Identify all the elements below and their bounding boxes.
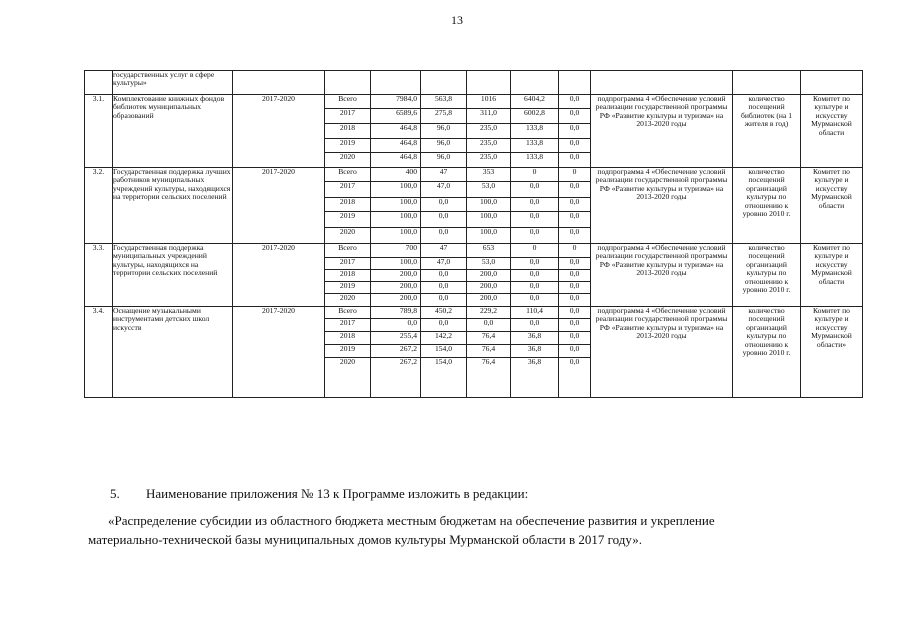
table-row — [85, 95, 863, 109]
row-number: 3.3. — [85, 244, 113, 307]
row-program: подпрограмма 4 «Обеспечение условий реализации государственной программы РФ «Развитие культуры и туризма» на 2013-2020 годы — [591, 307, 733, 398]
value-local: 0 — [511, 168, 559, 182]
row-executor: Комитет по культуре и искусству Мурманской области — [801, 244, 863, 307]
row-description: Государственная поддержка лучших работников муниципальных учреждений культуры, находящихся на территории сельских поселений — [113, 168, 233, 244]
value-regional: 311,0 — [467, 109, 511, 124]
value-other: 0,0 — [559, 212, 591, 228]
quote-line-1: «Распределение субсидии из областного бюджета местным бюджетам на обеспечение развития и укрепление — [108, 513, 715, 528]
value-other: 0,0 — [559, 345, 591, 358]
table-row-top — [85, 71, 863, 95]
row-description: Комплектование книжных фондов библиотек муниципальных образований — [113, 95, 233, 168]
value-total: 6589,6 — [371, 109, 421, 124]
value-regional: 235,0 — [467, 139, 511, 153]
value-other: 0,0 — [559, 228, 591, 244]
row-number: 3.1. — [85, 95, 113, 168]
value-local: 36,8 — [511, 358, 559, 398]
value-other: 0,0 — [559, 95, 591, 109]
value-federal: 47,0 — [421, 182, 467, 198]
row-number: 3.2. — [85, 168, 113, 244]
value-federal: 563,8 — [421, 95, 467, 109]
value-other: 0,0 — [559, 258, 591, 270]
value-federal: 154,0 — [421, 345, 467, 358]
value-regional: 235,0 — [467, 124, 511, 139]
row-indicator: количество посещений организаций культуры по отношению к уровню 2010 г. — [733, 307, 801, 398]
value-local: 0,0 — [511, 270, 559, 282]
year-cell: 2018 — [325, 198, 371, 212]
value-local: 0,0 — [511, 182, 559, 198]
value-federal: 142,2 — [421, 332, 467, 345]
value-local: 0,0 — [511, 294, 559, 307]
value-other: 0,0 — [559, 182, 591, 198]
value-federal: 0,0 — [421, 198, 467, 212]
value-other: 0,0 — [559, 109, 591, 124]
value-regional: 100,0 — [467, 228, 511, 244]
value-total: 100,0 — [371, 258, 421, 270]
row-program: подпрограмма 4 «Обеспечение условий реализации государственной программы РФ «Развитие культуры и туризма» на 2013-2020 годы — [591, 244, 733, 307]
value-other: 0,0 — [559, 153, 591, 168]
row-period: 2017-2020 — [233, 95, 325, 168]
quote-line-2: материально-технической базы муниципальных домов культуры Мурманской области в 2017 году». — [88, 532, 642, 547]
value-total: 789,8 — [371, 307, 421, 319]
value-other: 0,0 — [559, 282, 591, 294]
program-table — [84, 70, 863, 398]
year-cell: Всего — [325, 168, 371, 182]
value-federal: 96,0 — [421, 124, 467, 139]
value-regional: 200,0 — [467, 294, 511, 307]
value-other: 0,0 — [559, 307, 591, 319]
value-federal: 275,8 — [421, 109, 467, 124]
value-other: 0,0 — [559, 139, 591, 153]
year-cell: Всего — [325, 307, 371, 319]
row-indicator: количество посещений организаций культуры по отношению к уровню 2010 г. — [733, 244, 801, 307]
value-total: 255,4 — [371, 332, 421, 345]
value-regional: 76,4 — [467, 332, 511, 345]
table-row — [85, 168, 863, 182]
row-indicator: количество посещений организаций культуры по отношению к уровню 2010 г. — [733, 168, 801, 244]
value-other: 0 — [559, 244, 591, 258]
value-total: 100,0 — [371, 198, 421, 212]
value-regional: 1016 — [467, 95, 511, 109]
value-regional: 235,0 — [467, 153, 511, 168]
row-period: 2017-2020 — [233, 307, 325, 398]
value-regional: 100,0 — [467, 212, 511, 228]
year-cell: Всего — [325, 244, 371, 258]
value-federal: 0,0 — [421, 228, 467, 244]
value-regional: 53,0 — [467, 182, 511, 198]
value-local: 0 — [511, 244, 559, 258]
value-total: 464,8 — [371, 139, 421, 153]
year-cell: 2020 — [325, 294, 371, 307]
year-cell: 2020 — [325, 358, 371, 398]
value-total: 7984,0 — [371, 95, 421, 109]
year-cell: 2019 — [325, 139, 371, 153]
value-other: 0 — [559, 168, 591, 182]
row-indicator: количество посещений библиотек (на 1 жителя в год) — [733, 95, 801, 168]
value-regional: 653 — [467, 244, 511, 258]
year-cell: 2017 — [325, 319, 371, 332]
value-other: 0,0 — [559, 198, 591, 212]
value-regional: 76,4 — [467, 358, 511, 398]
value-local: 0,0 — [511, 282, 559, 294]
row-executor: Комитет по культуре и искусству Мурманской области — [801, 95, 863, 168]
value-local: 0,0 — [511, 258, 559, 270]
value-federal: 0,0 — [421, 319, 467, 332]
value-local: 133,8 — [511, 139, 559, 153]
value-regional: 200,0 — [467, 270, 511, 282]
value-regional: 53,0 — [467, 258, 511, 270]
paragraph-number: 5. — [110, 486, 120, 501]
value-federal: 0,0 — [421, 270, 467, 282]
value-local: 0,0 — [511, 198, 559, 212]
value-local: 110,4 — [511, 307, 559, 319]
value-local: 133,8 — [511, 124, 559, 139]
value-total: 0,0 — [371, 319, 421, 332]
value-federal: 47,0 — [421, 258, 467, 270]
value-other: 0,0 — [559, 332, 591, 345]
row-executor: Комитет по культуре и искусству Мурманской области — [801, 168, 863, 244]
value-other: 0,0 — [559, 124, 591, 139]
top-row-desc: государственных услуг в сфере культуры» — [113, 71, 233, 95]
value-total: 100,0 — [371, 212, 421, 228]
year-cell: 2017 — [325, 182, 371, 198]
year-cell: 2018 — [325, 332, 371, 345]
value-other: 0,0 — [559, 319, 591, 332]
value-local: 0,0 — [511, 228, 559, 244]
value-total: 464,8 — [371, 124, 421, 139]
value-federal: 47 — [421, 244, 467, 258]
value-total: 267,2 — [371, 358, 421, 398]
value-total: 267,2 — [371, 345, 421, 358]
value-federal: 47 — [421, 168, 467, 182]
year-cell: 2019 — [325, 212, 371, 228]
row-program: подпрограмма 4 «Обеспечение условий реализации государственной программы РФ «Развитие культуры и туризма» на 2013-2020 годы — [591, 168, 733, 244]
value-total: 100,0 — [371, 182, 421, 198]
row-program: подпрограмма 4 «Обеспечение условий реализации государственной программы РФ «Развитие культуры и туризма» на 2013-2020 годы — [591, 95, 733, 168]
value-total: 464,8 — [371, 153, 421, 168]
year-cell: Всего — [325, 95, 371, 109]
value-total: 400 — [371, 168, 421, 182]
row-period: 2017-2020 — [233, 244, 325, 307]
value-other: 0,0 — [559, 270, 591, 282]
value-federal: 96,0 — [421, 139, 467, 153]
year-cell: 2018 — [325, 270, 371, 282]
value-federal: 450,2 — [421, 307, 467, 319]
row-executor: Комитет по культуре и искусству Мурманской области» — [801, 307, 863, 398]
value-total: 200,0 — [371, 270, 421, 282]
value-local: 6404,2 — [511, 95, 559, 109]
value-total: 100,0 — [371, 228, 421, 244]
value-local: 0,0 — [511, 212, 559, 228]
value-total: 700 — [371, 244, 421, 258]
year-cell: 2017 — [325, 258, 371, 270]
value-regional: 353 — [467, 168, 511, 182]
year-cell: 2018 — [325, 124, 371, 139]
value-regional: 76,4 — [467, 345, 511, 358]
value-local: 36,8 — [511, 332, 559, 345]
page-number: 13 — [451, 13, 463, 27]
year-cell: 2019 — [325, 345, 371, 358]
value-total: 200,0 — [371, 282, 421, 294]
value-regional: 0,0 — [467, 319, 511, 332]
year-cell: 2020 — [325, 228, 371, 244]
year-cell: 2019 — [325, 282, 371, 294]
paragraph-5 — [110, 486, 528, 502]
value-regional: 200,0 — [467, 282, 511, 294]
row-number: 3.4. — [85, 307, 113, 398]
value-regional: 229,2 — [467, 307, 511, 319]
year-cell: 2020 — [325, 153, 371, 168]
value-local: 0,0 — [511, 319, 559, 332]
value-federal: 96,0 — [421, 153, 467, 168]
value-other: 0,0 — [559, 358, 591, 398]
value-other: 0,0 — [559, 294, 591, 307]
row-description: Государственная поддержка муниципальных учреждений культуры, находящихся на территории сельских поселений — [113, 244, 233, 307]
value-federal: 0,0 — [421, 282, 467, 294]
value-regional: 100,0 — [467, 198, 511, 212]
table-row — [85, 244, 863, 258]
value-total: 200,0 — [371, 294, 421, 307]
value-federal: 154,0 — [421, 358, 467, 398]
value-federal: 0,0 — [421, 212, 467, 228]
row-description: Оснащение музыкальными инструментами детских школ искусств — [113, 307, 233, 398]
year-cell: 2017 — [325, 109, 371, 124]
value-local: 133,8 — [511, 153, 559, 168]
row-period: 2017-2020 — [233, 168, 325, 244]
value-local: 36,8 — [511, 345, 559, 358]
value-local: 6002,8 — [511, 109, 559, 124]
paragraph-text: Наименование приложения № 13 к Программе изложить в редакции: — [146, 486, 529, 501]
value-federal: 0,0 — [421, 294, 467, 307]
table-row — [85, 307, 863, 319]
